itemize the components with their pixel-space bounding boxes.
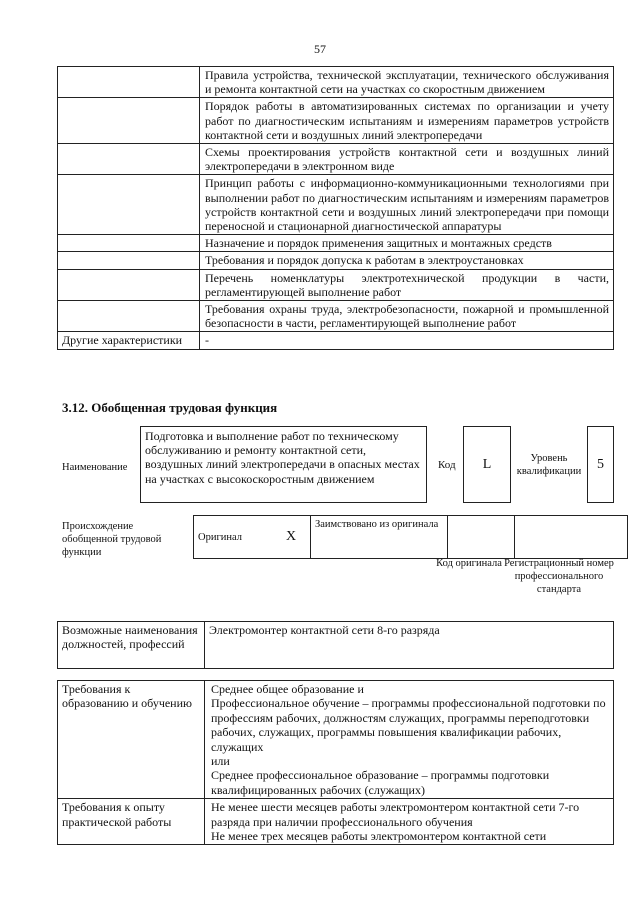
positions-table (57, 621, 614, 669)
table-cell-text: Порядок работы в автоматизированных системах по организации и учету работ по диагностическим испытаниям и измерениям параметров устройств контактной сети и воздушных линий электропередачи (200, 98, 614, 144)
table-row (58, 681, 614, 799)
level-label: Уровень квалификации (516, 453, 582, 477)
original-mark: X (282, 516, 311, 559)
table-row (58, 799, 614, 845)
code-value: L (463, 426, 511, 503)
table-cell-text: Назначение и порядок применения защитных и монтажных средств (200, 235, 614, 252)
registration-number-caption: Регистрационный номер профессионального стандарта (504, 558, 614, 595)
table-cell-text: Требования и порядок допуска к работам в электроустановках (200, 252, 614, 269)
table-cell-text: Правила устройства, технической эксплуатации, технического обслуживания и ремонта контактной сети на участках со скоростным движением (200, 67, 614, 98)
table-cell-text: Схемы проектирования устройств контактной сети и воздушных линий электропередачи в электронном виде (200, 144, 614, 175)
education-line: Среднее профессиональное образование – программы подготовки квалифицированных рабочих (служащих) (211, 768, 550, 797)
experience-value (205, 799, 614, 845)
table-cell-label (58, 269, 200, 300)
table-cell-label: Другие характеристики (58, 332, 200, 349)
origin-table (193, 515, 628, 559)
level-value: 5 (587, 426, 614, 503)
positions-label: Возможные наименования должностей, профессий (58, 622, 205, 669)
registration-number-cell (515, 516, 628, 559)
table-row (58, 175, 614, 235)
table-row (58, 98, 614, 144)
education-line: или (211, 754, 230, 769)
table-row (58, 269, 614, 300)
table-row (58, 622, 614, 669)
table-cell-label (58, 175, 200, 235)
table-row (58, 144, 614, 175)
table-row (58, 332, 614, 349)
table-cell-label (58, 67, 200, 98)
table-cell-label (58, 235, 200, 252)
experience-line: Не менее трех месяцев работы электромонтером контактной сети (211, 829, 547, 844)
requirements-table (57, 680, 614, 845)
table-cell-label (58, 144, 200, 175)
experience-label: Требования к опыту практической работы (58, 799, 205, 845)
table-row (194, 516, 628, 559)
original-code-caption: Код оригинала (436, 558, 502, 569)
table-row (58, 235, 614, 252)
positions-value: Электромонтер контактной сети 8-го разряда (205, 622, 614, 669)
table-cell-text: Требования охраны труда, электробезопасности, пожарной и промышленной безопасности в части, регламентирующей выполнение работ (200, 301, 614, 332)
table-row (58, 67, 614, 98)
education-line: Среднее общее образование и (211, 682, 364, 696)
original-code-cell (448, 516, 515, 559)
name-label: Наименование (62, 462, 128, 473)
table-cell-label (58, 252, 200, 269)
knowledge-table (57, 66, 614, 350)
table-row (58, 301, 614, 332)
origin-label: Происхождение обобщенной трудовой функции (62, 521, 162, 558)
education-value (205, 681, 614, 799)
education-line: Профессиональное обучение – программы профессиональной подготовки по профессиям рабочих, должностям служащих, программы переподготовки рабочих, служащих, программы повышения квалификации рабочих, служащих (211, 696, 606, 754)
table-cell-text: Перечень номенклатуры электротехнической продукции в части, регламентирующей выполнение работ (200, 269, 614, 300)
table-row (58, 252, 614, 269)
table-cell-text: Принцип работы с информационно-коммуникационными технологиями при выполнении работ по диагностическим испытаниям и измерениям параметров устройств контактной сети и воздушных линий электропередачи при помощи переносной и стационарной диагностической аппаратуры (200, 175, 614, 235)
function-name-value: Подготовка и выполнение работ по техническому обслуживанию и ремонту контактной сети, воздушных линий электропередачи в опасных местах на участках с высокоскоростным движением (140, 426, 427, 503)
code-label: Код (438, 459, 456, 471)
page-number: 57 (314, 42, 326, 56)
table-cell-label (58, 98, 200, 144)
section-heading: 3.12. Обобщенная трудовая функция (62, 400, 278, 415)
education-label: Требования к образованию и обучению (58, 681, 205, 799)
table-cell-label (58, 301, 200, 332)
borrowed-label: Заимствовано из оригинала (311, 516, 448, 559)
experience-line: Не менее шести месяцев работы электромонтером контактной сети 7-го разряда при наличии профессионального обучения (211, 800, 580, 829)
original-label: Оригинал (194, 516, 283, 559)
table-cell-text: - (200, 332, 614, 349)
